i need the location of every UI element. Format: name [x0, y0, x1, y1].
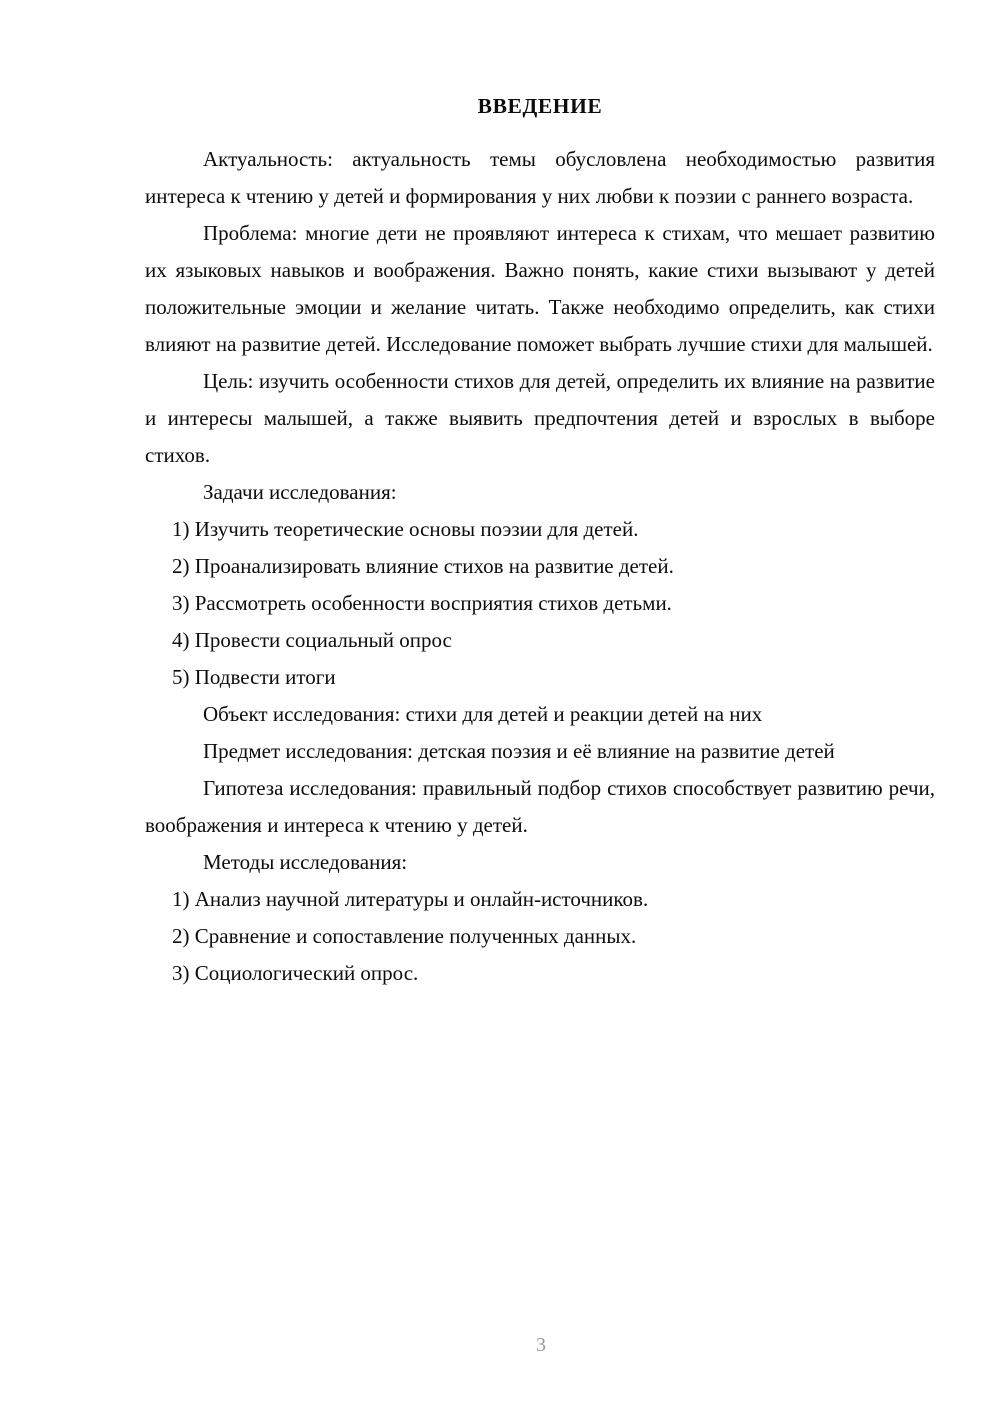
- document-body: [145, 88, 935, 992]
- list-item: 2) Проанализировать влияние стихов на развитие детей.: [172, 554, 674, 578]
- paragraph-goal: Цель: изучить особенности стихов для детей, определить их влияние на развитие и интересы малышей, а также выявить предпочтения детей и взрослых в выборе стихов.: [145, 369, 935, 467]
- heading-tasks: Задачи исследования:: [203, 480, 397, 504]
- list-item: 1) Анализ научной литературы и онлайн-источников.: [172, 887, 649, 911]
- page-number: 3: [536, 1334, 546, 1356]
- list-item: 3) Социологический опрос.: [172, 961, 419, 985]
- paragraph-object: Объект исследования: стихи для детей и реакции детей на них: [203, 702, 763, 726]
- list-item: 1) Изучить теоретические основы поэзии для детей.: [172, 517, 639, 541]
- page-title: ВВЕДЕНИЕ: [477, 94, 603, 118]
- paragraph-relevance: Актуальность: актуальность темы обусловлена необходимостью развития интереса к чтению у детей и формирования у них любви к поэзии с раннего возраста.: [145, 147, 935, 208]
- paragraph-hypothesis: Гипотеза исследования: правильный подбор стихов способствует развитию речи, воображения и интереса к чтению у детей.: [145, 776, 935, 837]
- list-item: 5) Подвести итоги: [172, 665, 336, 689]
- paragraph-subject: Предмет исследования: детская поэзия и её влияние на развитие детей: [203, 739, 835, 763]
- paragraph-problem: Проблема: многие дети не проявляют интереса к стихам, что мешает развитию их языковых навыков и воображения. Важно понять, какие стихи вызывают у детей положительные эмоции и желание читать. Также необходимо определить, как стихи влияют на развитие детей. Исследование поможет выбрать лучшие стихи для малышей.: [145, 221, 935, 356]
- heading-methods: Методы исследования:: [203, 850, 408, 874]
- list-item: 2) Сравнение и сопоставление полученных данных.: [172, 924, 637, 948]
- list-item: 3) Рассмотреть особенности восприятия стихов детьми.: [172, 591, 672, 615]
- list-item: 4) Провести социальный опрос: [172, 628, 452, 652]
